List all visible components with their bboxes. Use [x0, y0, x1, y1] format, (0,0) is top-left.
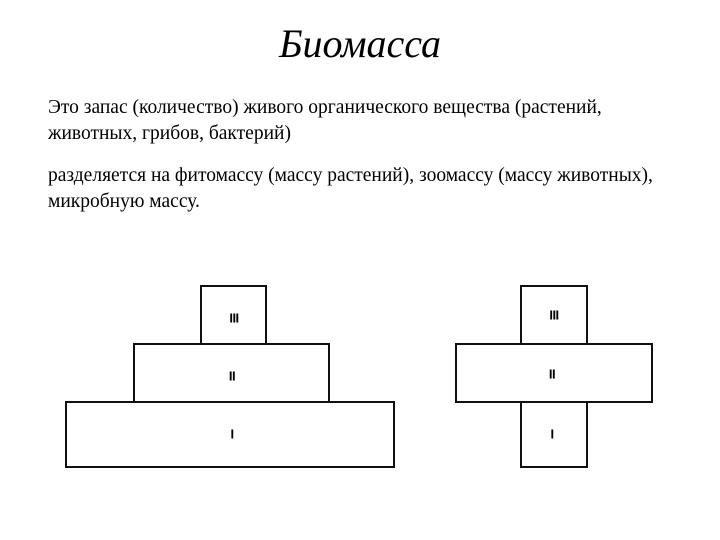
pyramid-level-2-label: II	[228, 368, 236, 384]
pyramid-level-1-label: I	[550, 426, 554, 442]
pyramid-level-2-label: II	[548, 366, 556, 382]
pyramid-level-1-block	[520, 401, 588, 468]
pyramid-level-1-label: I	[230, 426, 234, 442]
pyramid-level-3-label: III	[229, 310, 239, 326]
slide-title: Биомасса	[278, 21, 442, 66]
definition-text: Это запас (количество) живого органического вещества (растений, животных, грибов, бактерий)	[48, 97, 602, 144]
division-text: разделяется на фитомассу (массу растений), зоомассу (массу животных), микробную массу.	[48, 165, 653, 212]
pyramid-level-3-label: III	[549, 307, 559, 323]
